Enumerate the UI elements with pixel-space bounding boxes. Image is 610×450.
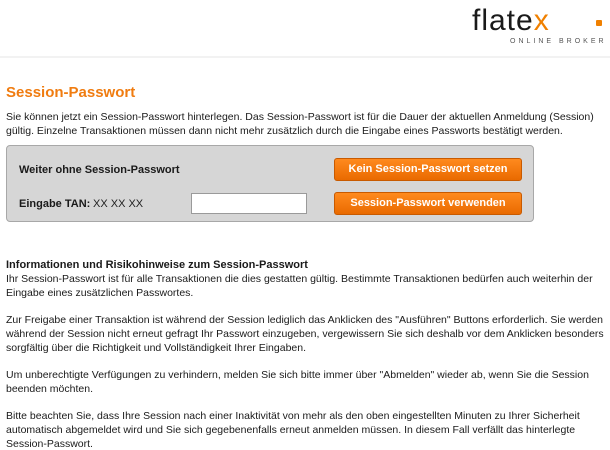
logo-dot-icon xyxy=(596,20,602,26)
tan-label: Eingabe TAN: xyxy=(19,198,91,210)
info-title: Informationen und Risikohinweise zum Session-Passwort xyxy=(6,259,308,271)
tan-input[interactable] xyxy=(191,193,307,214)
header xyxy=(0,0,610,56)
without-password-label: Weiter ohne Session-Passwort xyxy=(19,164,180,176)
info-paragraph-4: Bitte beachten Sie, dass Ihre Session nach einer Inaktivität von mehr als den oben eingestellten Minuten zu Ihrer Sicherheit automatisch abgemeldet wird und Sie sich gegebenenfalls erneut anmelden müssen. In diesem Fall verfällt das hinterlegte Session-Passwort. xyxy=(6,410,580,450)
use-session-password-button[interactable]: Session-Passwort verwenden xyxy=(334,192,522,215)
logo-subtitle: ONLINE BROKER xyxy=(510,38,607,45)
header-divider xyxy=(0,56,610,58)
info-paragraph-3: Um unberechtigte Verfügungen zu verhindern, melden Sie sich bitte immer über "Abmelden" wieder ab, wenn Sie die Session beenden möchten. xyxy=(6,369,589,395)
info-paragraph-1: Ihr Session-Passwort ist für alle Transaktionen die dies gestatten gültig. Bestimmte Transaktionen bedürfen auch weiterhin der Eingabe eines zusätzlichen Passwortes. xyxy=(6,273,593,299)
logo-wordmark: flatex xyxy=(472,4,550,37)
info-section xyxy=(6,258,606,450)
info-paragraph-2: Zur Freigabe einer Transaktion ist während der Session lediglich das Anklicken des "Ausführen" Buttons erforderlich. Sie werden während der Session nicht erneut gefragt Ihr Passwort einzugeben, vergewissern Sie sich deshalb vor dem Anklicken besonders sorgfältig über die Richtigkeit und Vollständigkeit Ihrer Eingaben. xyxy=(6,314,604,354)
session-password-panel xyxy=(6,145,534,222)
flatex-logo[interactable] xyxy=(472,4,607,50)
tan-challenge-value: XX XX XX xyxy=(93,198,144,210)
intro-text: Sie können jetzt ein Session-Passwort hinterlegen. Das Session-Passwort ist für die Dauer der aktuellen Anmeldung (Session) gültig. Einzelne Transaktionen müssen dann nicht mehr zusätzlich durch die Eingabe eines Passworts bestätigt werden. xyxy=(6,111,594,137)
page-title: Session-Passwort xyxy=(6,84,136,101)
no-session-password-button[interactable]: Kein Session-Passwort setzen xyxy=(334,158,522,181)
